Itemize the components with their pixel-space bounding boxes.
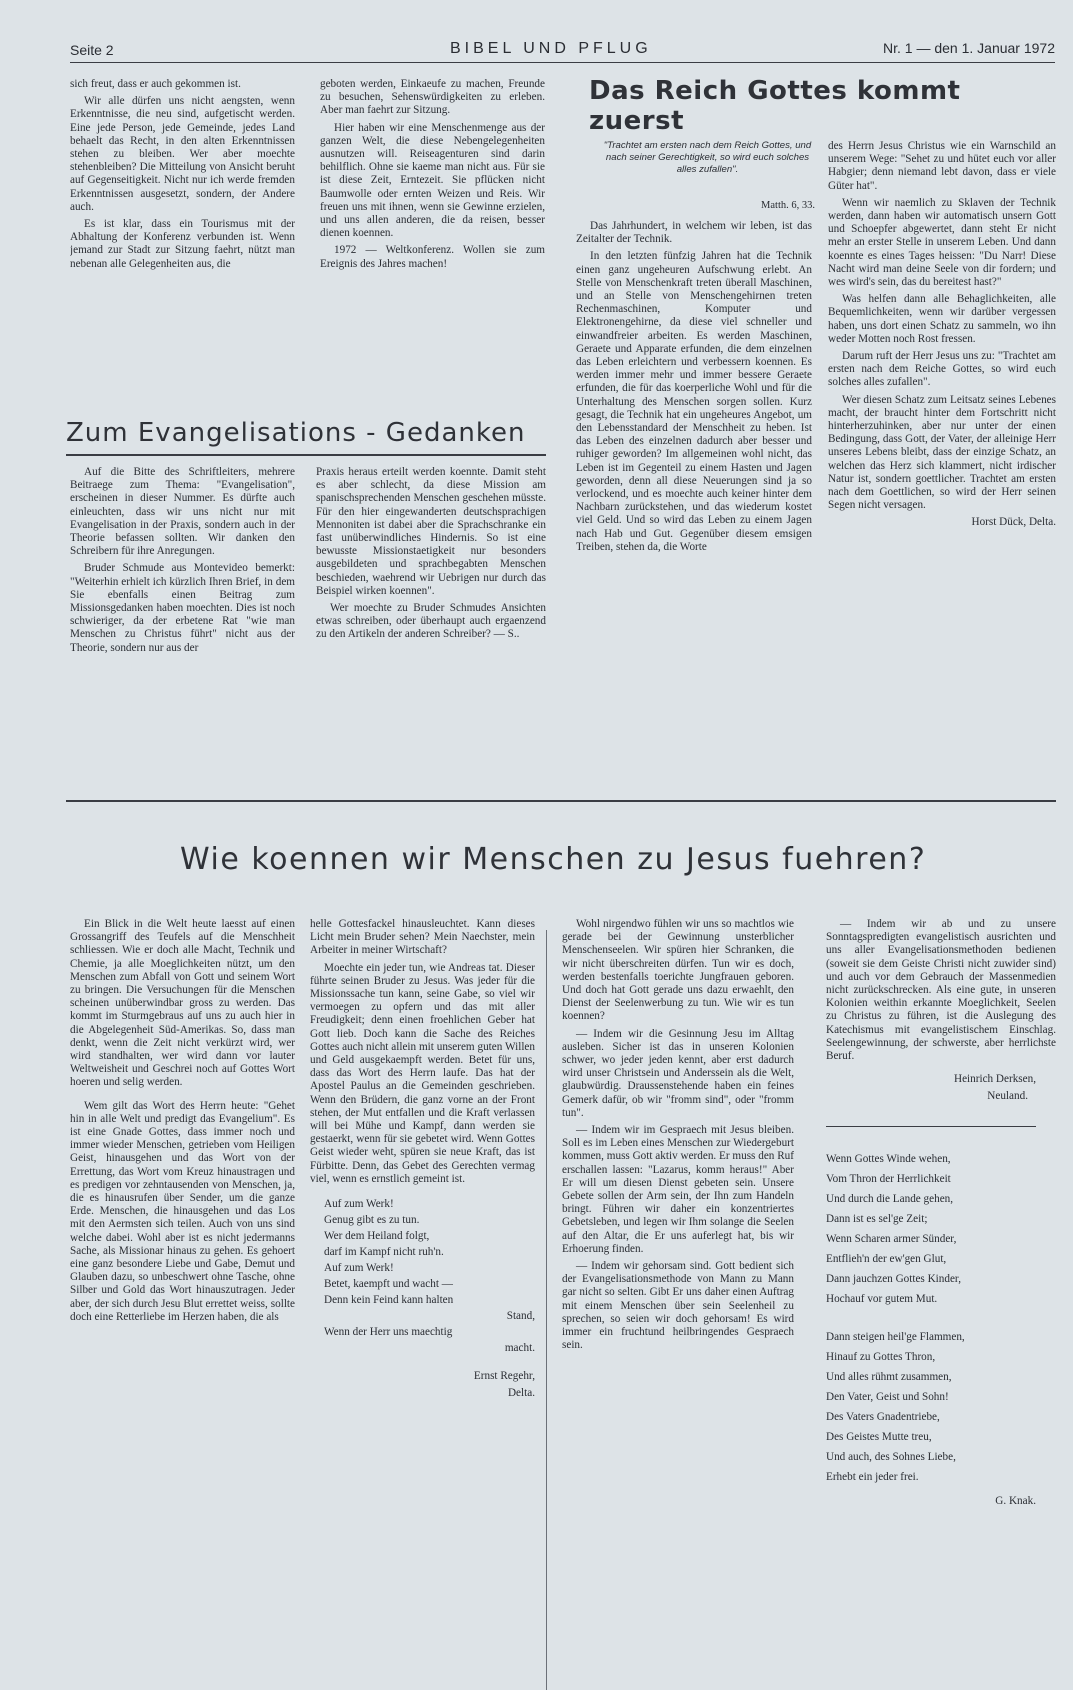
poem-line: Den Vater, Geist und Sohn! xyxy=(826,1390,949,1403)
column-divider xyxy=(546,930,547,1690)
poem-line: Dann steigen heil'ge Flammen, xyxy=(826,1330,965,1343)
poem-line: Entflieh'n der ew'gen Glut, xyxy=(826,1252,947,1265)
poem-line: macht. xyxy=(504,1342,535,1355)
top-column-2 xyxy=(320,78,545,398)
poem-line: Auf zum Werk! xyxy=(324,1262,394,1275)
paragraph: helle Gottesfackel hinausleuchtet. Kann dieses Licht mein Bruder sehen? Mein Naechster, mein Arbeiter in meiner Wirtschaft? xyxy=(310,918,535,957)
poem-line: Und durch die Lande gehen, xyxy=(826,1192,954,1205)
article-title-wie: Wie koennen wir Menschen zu Jesus fuehren? xyxy=(180,842,927,877)
poem-line: Denn kein Feind kann halten xyxy=(324,1294,454,1307)
article-title-evang: Zum Evangelisations - Gedanken xyxy=(66,418,526,448)
poem-auf-zum-werk xyxy=(310,1196,535,1356)
title-underline xyxy=(66,454,546,456)
author-place: Delta. xyxy=(507,1387,535,1400)
evang-column-1 xyxy=(70,466,295,782)
poem-line: Dann ist es sel'ge Zeit; xyxy=(826,1212,928,1225)
page-number: Seite 2 xyxy=(70,42,114,58)
paragraph: Es ist klar, dass ein Tourismus mit der Abhaltung der Konferenz verbunden ist. Wenn jemand zur Stadt zur Sitzung faehrt, nützt man nebenan alle Gelegenheiten aus, die xyxy=(70,218,295,270)
poem-line: darf im Kampf nicht ruh'n. xyxy=(324,1246,444,1259)
paragraph: Ein Blick in die Welt heute laesst auf einen Grossangriff des Teufels auf die Menschheit schliessen. Wie er doch alle Macht, Technik und Chemie, ja alle Moeglichkeiten nützt, um den Menschen zum Abfall von Gott und seinem Wort zu bringen. Die Versuchungen für die Menschen scheinen unüberwindbar gross zu werden. Das kommt im Sturmgebraus auf uns zu auch hier in die Abgelegenheit Süd-Amerikas. So, dass man denkt, wenn die Zeit nicht verkürzt wird, wer wird standhalten, wer wird dann vor lauter Weltweisheit und Geschrei noch auf Gottes Wort hoeren und selig werden. xyxy=(70,918,295,1089)
poem-line: Hochauf vor gutem Mut. xyxy=(826,1292,938,1305)
paragraph: Moechte ein jeder tun, wie Andreas tat. Dieser führte seinen Bruder zu Jesus. Was jeder für die Missionssache tun kann, seine Gabe, so viel wir vermoegen zu opfern und das mit aller Freudigkeit; denn einen froehlichen Geber hat Gott lieb. Doch kann die Sache des Reiches Gottes auch nicht allein mit unserem guten Willen und Geld ausgekaempft werden. Betet für uns, dass das Wort des Herrn laufe. Das hat der Apostel Paulus an die Gemeinden geschrieben. Wenn den Brüdern, die ganz vorne an der Front stehen, der Mut entfallen und die Kraft verlassen will bei Mühe und Kampf, dann werden sie gestaerkt, wenn für sie gebetet wird. Wenn Gottes Geist wieder weht, spüren sie neue Kraft, das ist Fürbitte. Denn, das Gebet des Gerechten vermag viel, wenn es ernstlich gemeint ist. xyxy=(310,961,535,1185)
reich-column-2 xyxy=(828,140,1056,780)
paragraph: Wenn wir naemlich zu Sklaven der Technik werden, dann haben wir automatisch unsern Gott und Schoepfer abgewertet, dann steht Er nicht mehr an erster Stelle in unserem Leben. Und dann koennte es eines Tages heissen: "Du Narr! Diese Nacht wird man deine Seele von dir fordern; und wes wird's sein, das du bereitest hast?" xyxy=(828,196,1056,289)
poem-gottes-winde xyxy=(826,1149,1056,1309)
poem-line: Genug gibt es zu tun. xyxy=(324,1214,420,1227)
paragraph: Praxis heraus erteilt werden koennte. Damit steht es aber schlecht, da diese Mission am spanischsprechenden Menschen geschehen müsste. Für den hier eingewanderten deutschsprachigen Mennoniten ist dabei aber die Sprachschranke ein fast unüberwindliches Hindernis. So ist eine bewusste Missionstaetigkeit nur besonders ausgebildeten und sprachbegabten Menschen beschieden, waehrend wir Uebrigen nur durch das Beispiel wirken koennen". xyxy=(316,466,546,597)
paragraph: Bruder Schmude aus Montevideo bemerkt: "Weiterhin erhielt ich kürzlich Ihren Brief, in dem Sie ebenfalls einen Beitrag zum Missionsgedanken haben moechten. Dies ist noch schwieriger, da der erbetene Rat "wie man Menschen zu Christus führt" nicht aus der Theorie, sondern nur aus der xyxy=(70,562,295,654)
poem-line: Auf zum Werk! xyxy=(324,1198,394,1211)
paragraph: — Indem wir ab und zu unsere Sonntagspredigten evangelistisch ausrichten und uns aller Evangelisationsmethoden bedienen (soweit sie dem Geiste Christi nicht zuwider sind) und auch vor dem Gebrauch der Massenmedien nicht zurückschrecken. Als eine gute, in unseren Kolonien weithin erkannte Moeglichkeit, Seelen zu Christus zu führen, ist die Auslegung des Katechismus mit evangelistischem Einschlag. Seelengewinnung, der schwerste, aber herrlichste Beruf. xyxy=(826,918,1056,1063)
paragraph: Wohl nirgendwo fühlen wir uns so machtlos wie gerade bei der Gewinnung unsterblicher Menschenseelen. Wir spüren hier Schranken, die wir nicht überschreiten dürfen. Tun wir es doch, werden bestenfalls toerichte Jungfrauen geboren. Und doch hat Gott gerade uns dazu erwaehlt, den Dienst der Seelenwerbung zu tun. Wie wir es tun koennen? xyxy=(562,918,794,1023)
bible-motto: "Trachtet am ersten nach dem Reich Gottes, und nach seiner Gerechtigkeit, so wird euch solches alles zufallen". xyxy=(603,140,812,175)
poem-line: Wenn Scharen armer Sünder, xyxy=(826,1232,957,1245)
poem-line: Des Geistes Mutte treu, xyxy=(826,1430,932,1443)
poem-line: Wenn Gottes Winde wehen, xyxy=(826,1152,951,1165)
issue-date: Nr. 1 — den 1. Januar 1972 xyxy=(883,40,1055,56)
top-column-1 xyxy=(70,78,295,398)
paragraph: — Indem wir im Gespraech mit Jesus bleiben. Soll es im Leben eines Menschen zur Wiedergeburt kommen, muss Gott aktiv werden. Er muss den Ruf erschallen lassen: "Lazarus, komm heraus!" Aber Er will um diesen Dienst gebeten sein. Unsere Gebete sollen der Arm sein, der Ihn zum Handeln bringt. Führen wir daher ein konzentriertes Gebetsleben, und legen wir Ihm solange die Seelen auf den Altar, die Er uns auferlegt hat, bis wir Erhoerung finden. xyxy=(562,1124,794,1255)
author-signature: G. Knak. xyxy=(995,1494,1036,1507)
paragraph: Hier haben wir eine Menschenmenge aus der ganzen Welt, die diese Nebengelegenheiten ausnutzen will. Reiseagenturen sind darin behilflich. Ohne sie kaeme man nicht aus. Für sie ist diese Zeit, Erntezeit. Sie pflücken nicht Baumwolle oder ernten Weizen und Reis. Wir freuen uns mit ihnen, wenn sie Gewinne erzielen, und uns allen anderen, die da reisen, besser dienen koennen. xyxy=(320,121,545,240)
paragraph: des Herrn Jesus Christus wie ein Warnschild an unserem Wege: "Sehet zu und hütet euch vor aller Habgier; denn niemand lebt davon, dass er viele Güter hat". xyxy=(828,140,1056,192)
wie-column-2 xyxy=(310,918,535,1668)
page-header xyxy=(70,38,1055,63)
poem-line: Und auch, des Sohnes Liebe, xyxy=(826,1450,956,1463)
wie-column-1 xyxy=(70,918,295,1668)
paragraph: Auf die Bitte des Schriftleiters, mehrere Beitraege zum Thema: "Evangelisation", erscheinen in dieser Nummer. Es dürfte auch einleuchten, dass wir uns nicht nur mit Evangelisation in der Praxis, sondern auch in der Theorie befassen sollten. Wir danken den Schreibern für ihre Anregungen. xyxy=(70,466,295,558)
wie-column-3 xyxy=(562,918,794,1668)
wie-column-4 xyxy=(826,918,1056,1668)
poem-line: Des Vaters Gnadentriebe, xyxy=(826,1410,940,1423)
bible-reference: Matth. 6, 33. xyxy=(761,200,815,211)
paragraph: Wer moechte zu Bruder Schmudes Ansichten etwas schreiben, oder überhaupt auch ergaenzend zu den Artikeln der anderen Schreiber? — S.. xyxy=(316,602,546,641)
paragraph: Wir alle dürfen uns nicht aengsten, wenn Erkenntnisse, die neu sind, aufgetischt werden. Eine jede Person, jede Gemeinde, jedes Land behaelt das Recht, in den alten Erkenntnissen stehen zu bleiben. Wer aber moechte stehenbleiben? Die Mitteilung von Ansicht beruht auf Gegenseitigkeit. Nicht nur ich werde fremden Erkenntnissen ausgesetzt, sondern, der Andere auch. xyxy=(70,95,295,213)
poem-line: Wenn der Herr uns maechtig xyxy=(324,1326,453,1339)
poem-line: Wer dem Heiland folgt, xyxy=(324,1230,430,1243)
paragraph: In den letzten fünfzig Jahren hat die Technik einen ganz ungeheuren Aufschwung erlebt. An Stelle von Menschenkraft treten überall Maschinen, und an Stelle von Menschengehirnen treten Rechenmaschinen, Komputer und Elektronengehirne, da diese viel schneller und einwandfreier arbeiten. Es werden Maschinen, Geraete und Apparate erfunden, die dem einzelnen das Leben erleichtern und verbessern koennen. Es werden immer mehr und immer bessere Geraete erfunden, die für das koerperliche Wohl und für die Unterhaltung des Menschen sorgen sollen. Kurz gesagt, die Technik hat ein ungeheures Angebot, um den Lebensstandard der Menschheit zu heben. Ist das Leben des einzelnen dadurch aber besser und ruhiger geworden? Im allgemeinen wohl nicht, das Leben ist im Gegenteil zu einem Hasten und Jagen geworden, denn all diese Neuerungen sind ja so verlockend, und es moechte auch keiner hinter dem Nachbarn zurückstehen, und das wiederum kostet viel Geld. Und so wird das Leben zu einem Jagen nach Hab und Gut. Gegenüber diesem emsigen Treiben, stehen da, die Worte xyxy=(576,250,812,553)
paragraph: Wer diesen Schatz zum Leitsatz seines Lebenes macht, der braucht hinter dem Fortschritt nicht hinterherzuhinken, aber nur unter der einen Bedingung, dass Gott, der Vater, der alleinige Herr unseres Lebens bleibt, dass der einzige Schatz, an welchen das Herz sich klammert, nicht irdischer Natur ist, sondern goettlicher. Trachtet am ersten nach dem Goettlichen, so wird der Herr seinen Segen nicht versagen. xyxy=(828,393,1056,512)
poem-heilige-flammen xyxy=(826,1327,1056,1487)
section-divider xyxy=(66,800,1056,802)
poem-line: Stand, xyxy=(506,1310,535,1323)
paragraph: Was helfen dann alle Behaglichkeiten, alle Bequemlichkeiten, wenn wir darüber vergessen haben, uns dort einen Schatz zu sammeln, wo ihn weder Motten noch Rost fressen. xyxy=(828,293,1056,345)
paragraph: Wem gilt das Wort des Herrn heute: "Gehet hin in alle Welt und predigt das Evangelium". Es ist eine Gnade Gottes, dass immer noch und immer wieder Menschen, getrieben vom Heiligen Geist, hinausgehen und das Wort von der Errettung, das Wort vom Kreuz hinaustragen und es predigen vor zehntausenden von Menschen, ja, die es hinausrufen über Sender, um die ganze Erde. Menschen, die hinausgehen und das Los mit den Aermsten sich teilen. Auch von uns sind welche dabei. Wohl aber ist es nicht jedermanns Sache, als Missionar hinaus zu gehen. Es gehoert eine ganz besondere Liebe und Gabe, Demut und Glauben dazu, so unbeschwert ohne Tasche, ohne Silber und Gold das Wort hinauszutragen. Jeder aber, der sich durch Jesu Blut errettet weiss, sollte doch eine Retterliebe im Herzen haben, die als xyxy=(70,1099,295,1323)
paragraph: Das Jahrhundert, in welchem wir leben, ist das Zeitalter der Technik. xyxy=(576,220,812,246)
paragraph: geboten werden, Einkaeufe zu machen, Freunde zu besuchen, Sehenswürdigkeiten zu erleben. Aber man faehrt zur Sitzung. xyxy=(320,78,545,117)
author-signature: Horst Dück, Delta. xyxy=(971,516,1056,529)
poem-separator xyxy=(826,1126,1036,1127)
paragraph: — Indem wir die Gesinnung Jesu im Alltag ausleben. Sicher ist das in unseren Kolonien schwer, wo jeder jeden kennt, aber erst dadurch wird unser Christsein und Anderssein als die Welt, glaubwürdig. Draussenstehende haben ein feines Gemerk dafür, ob wir "fromm sind", oder "fromm tun". xyxy=(562,1027,794,1119)
reich-column-1 xyxy=(576,220,812,780)
paragraph: Darum ruft der Herr Jesus uns zu: "Trachtet am ersten nach dem Reiche Gottes, so wird euch solches alles zufallen". xyxy=(828,350,1056,389)
poem-line: Dann jauchzen Gottes Kinder, xyxy=(826,1272,961,1285)
poem-line: Erhebt ein jeder frei. xyxy=(826,1470,919,1483)
article-title-reich: Das Reich Gottes kommt zuerst xyxy=(589,76,961,136)
author-place: Neuland. xyxy=(987,1090,1028,1103)
author-signature: Heinrich Derksen, xyxy=(953,1073,1036,1086)
masthead: BIBEL UND PFLUG xyxy=(450,40,652,57)
paragraph: 1972 — Weltkonferenz. Wollen sie zum Ereignis des Jahres machen! xyxy=(320,244,545,270)
poem-line: Hinauf zu Gottes Thron, xyxy=(826,1350,936,1363)
poem-line: Und alles rühmt zusammen, xyxy=(826,1370,952,1383)
poem-line: Betet, kaempft und wacht — xyxy=(324,1278,453,1291)
author-signature: Ernst Regehr, xyxy=(473,1370,535,1383)
paragraph: sich freut, dass er auch gekommen ist. xyxy=(70,78,241,90)
poem-line: Vom Thron der Herrlichkeit xyxy=(826,1172,951,1185)
paragraph: — Indem wir gehorsam sind. Gott bedient sich der Evangelisationsmethode von Mann zu Mann gar nicht so selten. Gibt Er uns daher einen Auftrag mit einem Menschen über sein Seelenheil zu sprechen, so seien wir doch gehorsam! Es wird immer ein fruchtund heilbringendes Gespraech sein. xyxy=(562,1260,794,1352)
evang-column-2 xyxy=(316,466,546,782)
